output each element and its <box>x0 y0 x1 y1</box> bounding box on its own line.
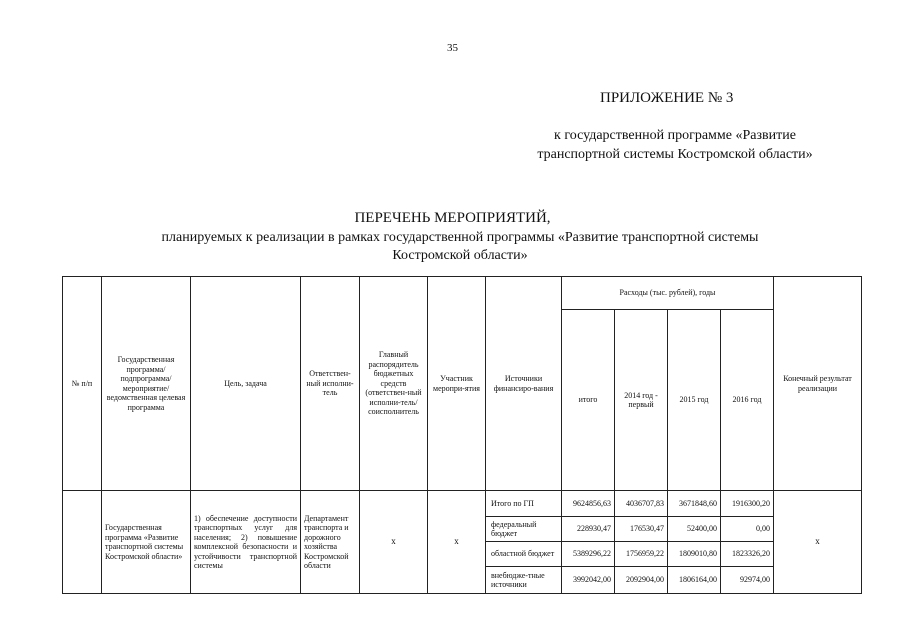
header-row-1 <box>63 277 862 310</box>
header-2015: 2015 год <box>668 310 721 491</box>
funding-total: 3992042,00 <box>562 567 615 594</box>
header-goal: Цель, задача <box>191 277 301 491</box>
appendix-subtitle <box>480 126 870 164</box>
appendix-subtitle-line2: транспортной системы Костромской области» <box>537 147 813 162</box>
funding-2016: 92974,00 <box>721 567 774 594</box>
row-goal: 1) обеспечение доступности транспортных услуг для населения; 2) повышение комплексной безопасности и устойчивости транспортной системы <box>191 491 301 594</box>
funding-2014: 2092904,00 <box>615 567 668 594</box>
appendix-title: ПРИЛОЖЕНИЕ № 3 <box>600 90 734 106</box>
funding-2014: 4036707,83 <box>615 491 668 517</box>
header-program: Государственная программа/ подпрограмма/ мероприятие/ ведомственная целевая программа <box>102 277 191 491</box>
header-sources: Источники финансиро-вания <box>486 277 562 491</box>
appendix-subtitle-line1: к государственной программе «Развитие <box>554 128 796 143</box>
row-program: Государственная программа «Развитие транспортной системы Костромской области» <box>102 491 191 594</box>
header-num: № п/п <box>63 277 102 491</box>
list-subtitle-line1: планируемых к реализации в рамках государственной программы «Развитие транспортной системы <box>161 230 759 245</box>
funding-2014: 1756959,22 <box>615 542 668 567</box>
header-participant: Участник меропри-ятия <box>428 277 486 491</box>
row-num <box>63 491 102 594</box>
row-distributor: х <box>360 491 428 594</box>
header-executor: Ответствен-ный исполни-тель <box>301 277 360 491</box>
funding-2016: 1823326,20 <box>721 542 774 567</box>
funding-2015: 1809010,80 <box>668 542 721 567</box>
funding-2015: 52400,00 <box>668 517 721 542</box>
table-row <box>63 491 862 517</box>
funding-source: Итого по ГП <box>486 491 562 517</box>
header-expenses-group: Расходы (тыс. рублей), годы <box>562 277 774 310</box>
funding-2015: 3671848,60 <box>668 491 721 517</box>
list-subtitle-line2: Костромской области» <box>392 248 528 263</box>
list-subtitle <box>110 229 810 265</box>
header-total: итого <box>562 310 615 491</box>
funding-2014: 176530,47 <box>615 517 668 542</box>
funding-total: 228930,47 <box>562 517 615 542</box>
header-result: Конечный результат реализации <box>774 277 862 491</box>
row-participant: х <box>428 491 486 594</box>
funding-2015: 1806164,00 <box>668 567 721 594</box>
measures-table-wrapper <box>62 276 862 594</box>
page-number: 35 <box>447 42 458 54</box>
row-result: х <box>774 491 862 594</box>
funding-source: внебюдже-тные источники <box>486 567 562 594</box>
funding-2016: 1916300,20 <box>721 491 774 517</box>
funding-total: 5389296,22 <box>562 542 615 567</box>
funding-source: федеральный бюджет <box>486 517 562 542</box>
list-title: ПЕРЕЧЕНЬ МЕРОПРИЯТИЙ, <box>354 210 551 226</box>
funding-total: 9624856,63 <box>562 491 615 517</box>
funding-2016: 0,00 <box>721 517 774 542</box>
header-distributor: Главный распорядитель бюджетных средств (ответствен-ный исполни-тель/ соисполнитель <box>360 277 428 491</box>
header-2014: 2014 год - первый <box>615 310 668 491</box>
header-2016: 2016 год <box>721 310 774 491</box>
row-executor: Департамент транспорта и дорожного хозяйства Костромской области <box>301 491 360 594</box>
funding-source: областной бюджет <box>486 542 562 567</box>
measures-table <box>62 276 862 594</box>
